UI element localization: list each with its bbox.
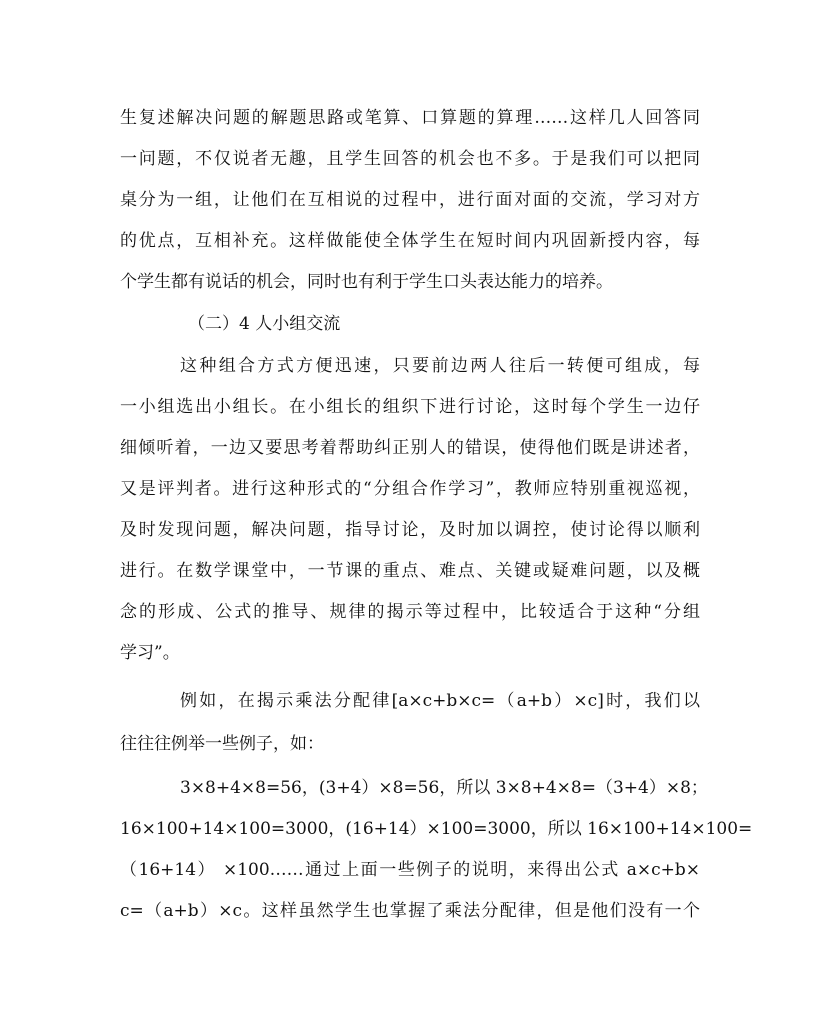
paragraph-line: 学习”。: [120, 643, 180, 663]
paragraph-line: 念的形成、公式的推导、规律的揭示等过程中，比较适合于这种“分组: [120, 602, 700, 622]
paragraph-line: 进行。在数学课堂中，一节课的重点、难点、关键或疑难问题，以及概: [120, 561, 700, 581]
paragraph-line: 又是评判者。进行这种形式的“分组合作学习”，教师应特别重视巡视，: [120, 479, 700, 499]
section-heading: （二）4 人小组交流: [188, 314, 341, 334]
paragraph-line: 一问题，不仅说者无趣，且学生回答的机会也不多。于是我们可以把同: [120, 149, 700, 169]
paragraph-line: 16×100+14×100=3000，(16+14）×100=3000，所以 16×100+14×100=: [120, 819, 753, 839]
paragraph-line: 往往往例举一些例子，如：: [120, 734, 324, 754]
paragraph-line: 个学生都有说话的机会，同时也有利于学生口头表达能力的培养。: [120, 272, 613, 292]
paragraph-line: c=（a+b）×c。这样虽然学生也掌握了乘法分配律，但是他们没有一个: [120, 901, 700, 921]
paragraph-line: （16+14） ×100……通过上面一些例子的说明，来得出公式 a×c+b×: [120, 860, 700, 880]
paragraph-line: 一小组选出小组长。在小组长的组织下进行讨论，这时每个学生一边仔: [120, 397, 700, 417]
paragraph-line: 生复述解决问题的解题思路或笔算、口算题的算理……这样几人回答同: [120, 108, 700, 128]
paragraph-line: 细倾听着，一边又要思考着帮助纠正别人的错误，使得他们既是讲述者，: [120, 438, 700, 458]
paragraph-line: 3×8+4×8=56，(3+4）×8=56，所以 3×8+4×8=（3+4）×8；: [180, 778, 708, 798]
paragraph-line: 这种组合方式方便迅速，只要前边两人往后一转便可组成，每: [180, 356, 700, 376]
paragraph-line: 例如，在揭示乘法分配律[a×c+b×c=（a+b）×c]时，我们以: [180, 691, 700, 711]
paragraph-line: 及时发现问题，解决问题，指导讨论，及时加以调控，使讨论得以顺利: [120, 520, 700, 540]
paragraph-line: 桌分为一组，让他们在互相说的过程中，进行面对面的交流，学习对方: [120, 190, 700, 210]
paragraph-line: 的优点，互相补充。这样做能使全体学生在短时间内巩固新授内容，每: [120, 231, 700, 251]
